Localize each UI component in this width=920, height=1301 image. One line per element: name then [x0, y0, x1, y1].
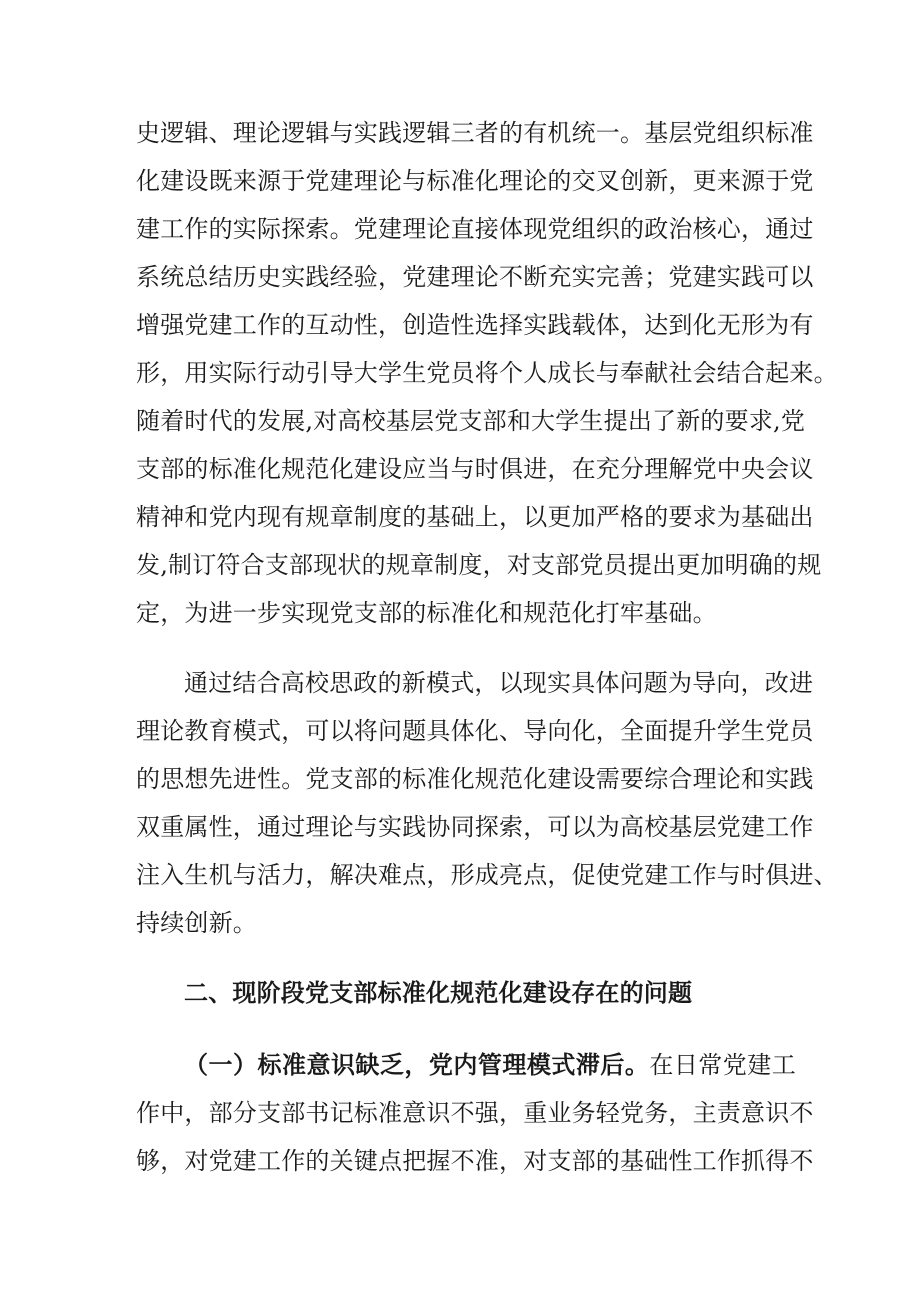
bold-lead: （一）标准意识缺乏，党内管理模式滞后。	[184, 1050, 650, 1079]
text-line: 系统总结历史实践经验，党建理论不断充实完善；党建实践可以	[136, 263, 814, 291]
text-line: 形，用实际行动引导大学生党员将个人成长与奉献社会结合起来。	[136, 359, 838, 387]
text-line: 通过结合高校思政的新模式，以现实具体问题为导向，改进	[184, 669, 814, 697]
text-line: 随着时代的发展,对高校基层党支部和大学生提出了新的要求,党	[136, 407, 806, 435]
text-line: 史逻辑、理论逻辑与实践逻辑三者的有机统一。基层党组织标准	[136, 119, 814, 147]
section-heading: 二、现阶段党支部标准化规范化建设存在的问题	[184, 978, 693, 1007]
text-line: 作中，部分支部书记标准意识不强，重业务轻党务，主责意识不	[136, 1099, 814, 1127]
text-line: 的思想先进性。党支部的标准化规范化建设需要综合理论和实践	[136, 765, 814, 793]
text-line	[184, 1045, 796, 1085]
text-line: 定，为进一步实现党支部的标准化和规范化打牢基础。	[136, 599, 717, 627]
text-line: 双重属性，通过理论与实践协同探索，可以为高校基层党建工作	[136, 813, 814, 841]
text-line: 注入生机与活力，解决难点，形成亮点，促使党建工作与时俱进、	[136, 861, 838, 889]
text-line: 精神和党内现有规章制度的基础上，以更加严格的要求为基础出	[136, 503, 814, 531]
text-line: 发,制订符合支部现状的规章制度，对支部党员提出更加明确的规	[136, 551, 822, 579]
text-line: 持续创新。	[136, 909, 257, 937]
text-line: 支部的标准化规范化建设应当与时俱进，在充分理解党中央会议	[136, 455, 814, 483]
text-line: 理论教育模式，可以将问题具体化、导向化，全面提升学生党员	[136, 717, 814, 745]
text-line: 增强党建工作的互动性，创造性选择实践载体，达到化无形为有	[136, 311, 814, 339]
text-line: 够，对党建工作的关键点把握不准，对支部的基础性工作抓得不	[136, 1147, 814, 1175]
first-line-rest: 在日常党建工	[649, 1051, 796, 1079]
text-line: 化建设既来源于党建理论与标准化理论的交叉创新，更来源于党	[136, 167, 814, 195]
text-line: 建工作的实际探索。党建理论直接体现党组织的政治核心，通过	[136, 215, 814, 243]
